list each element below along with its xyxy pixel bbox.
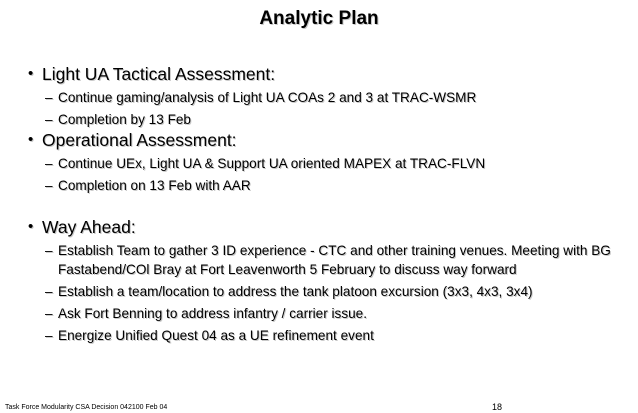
sub-item-text: Establish Team to gather 3 ID experience - CTC and other training venues. Meeting with BG Fastabend/COl Bray at Fort Leavenworth 5 February to discuss way forward <box>58 243 611 277</box>
sub-item <box>45 326 614 345</box>
sub-item <box>45 304 614 323</box>
bullet-heading: Way Ahead: <box>42 217 136 237</box>
sub-item <box>45 176 614 195</box>
sub-list <box>28 154 614 195</box>
dash-glyph: – <box>45 306 53 321</box>
bullet-operational <box>28 130 614 150</box>
bullet-heading: Operational Assessment: <box>42 130 237 150</box>
bullet-glyph: • <box>28 131 34 148</box>
dash-glyph: – <box>45 90 53 105</box>
sub-item-text: Continue UEx, Light UA & Support UA oriented MAPEX at TRAC-FLVN <box>58 156 486 171</box>
sub-item <box>45 154 614 173</box>
sub-item <box>45 110 614 129</box>
sub-item-text: Ask Fort Benning to address infantry / carrier issue. <box>58 306 368 321</box>
bullet-glyph: • <box>28 218 34 235</box>
section-operational <box>28 130 614 198</box>
slide-title: Analytic Plan <box>259 8 379 29</box>
sub-item-text: Continue gaming/analysis of Light UA COAs 2 and 3 at TRAC-WSMR <box>58 90 477 105</box>
dash-glyph: – <box>45 243 53 258</box>
sub-list <box>28 88 614 129</box>
dash-glyph: – <box>45 112 53 127</box>
sub-item-text: Establish a team/location to address the tank platoon excursion (3x3, 4x3, 3x4) <box>58 284 533 299</box>
bullet-light-ua <box>28 64 614 84</box>
sub-item <box>45 241 614 279</box>
sub-item <box>45 88 614 107</box>
dash-glyph: – <box>45 156 53 171</box>
footer-caption: Task Force Modularity CSA Decision 042100 Feb 04 <box>5 404 168 411</box>
sub-item-text: Energize Unified Quest 04 as a UE refinement event <box>58 328 374 343</box>
dash-glyph: – <box>45 178 53 193</box>
sub-item-text: Completion by 13 Feb <box>58 112 191 127</box>
sub-list <box>28 241 614 345</box>
section-way-ahead <box>28 217 614 348</box>
page-number: 18 <box>492 402 503 412</box>
bullet-heading: Light UA Tactical Assessment: <box>42 64 276 84</box>
sub-item <box>45 282 614 301</box>
dash-glyph: – <box>45 284 53 299</box>
bullet-glyph: • <box>28 65 34 82</box>
bullet-way-ahead <box>28 217 614 237</box>
dash-glyph: – <box>45 328 53 343</box>
sub-item-text: Completion on 13 Feb with AAR <box>58 178 251 193</box>
section-light-ua <box>28 64 614 132</box>
